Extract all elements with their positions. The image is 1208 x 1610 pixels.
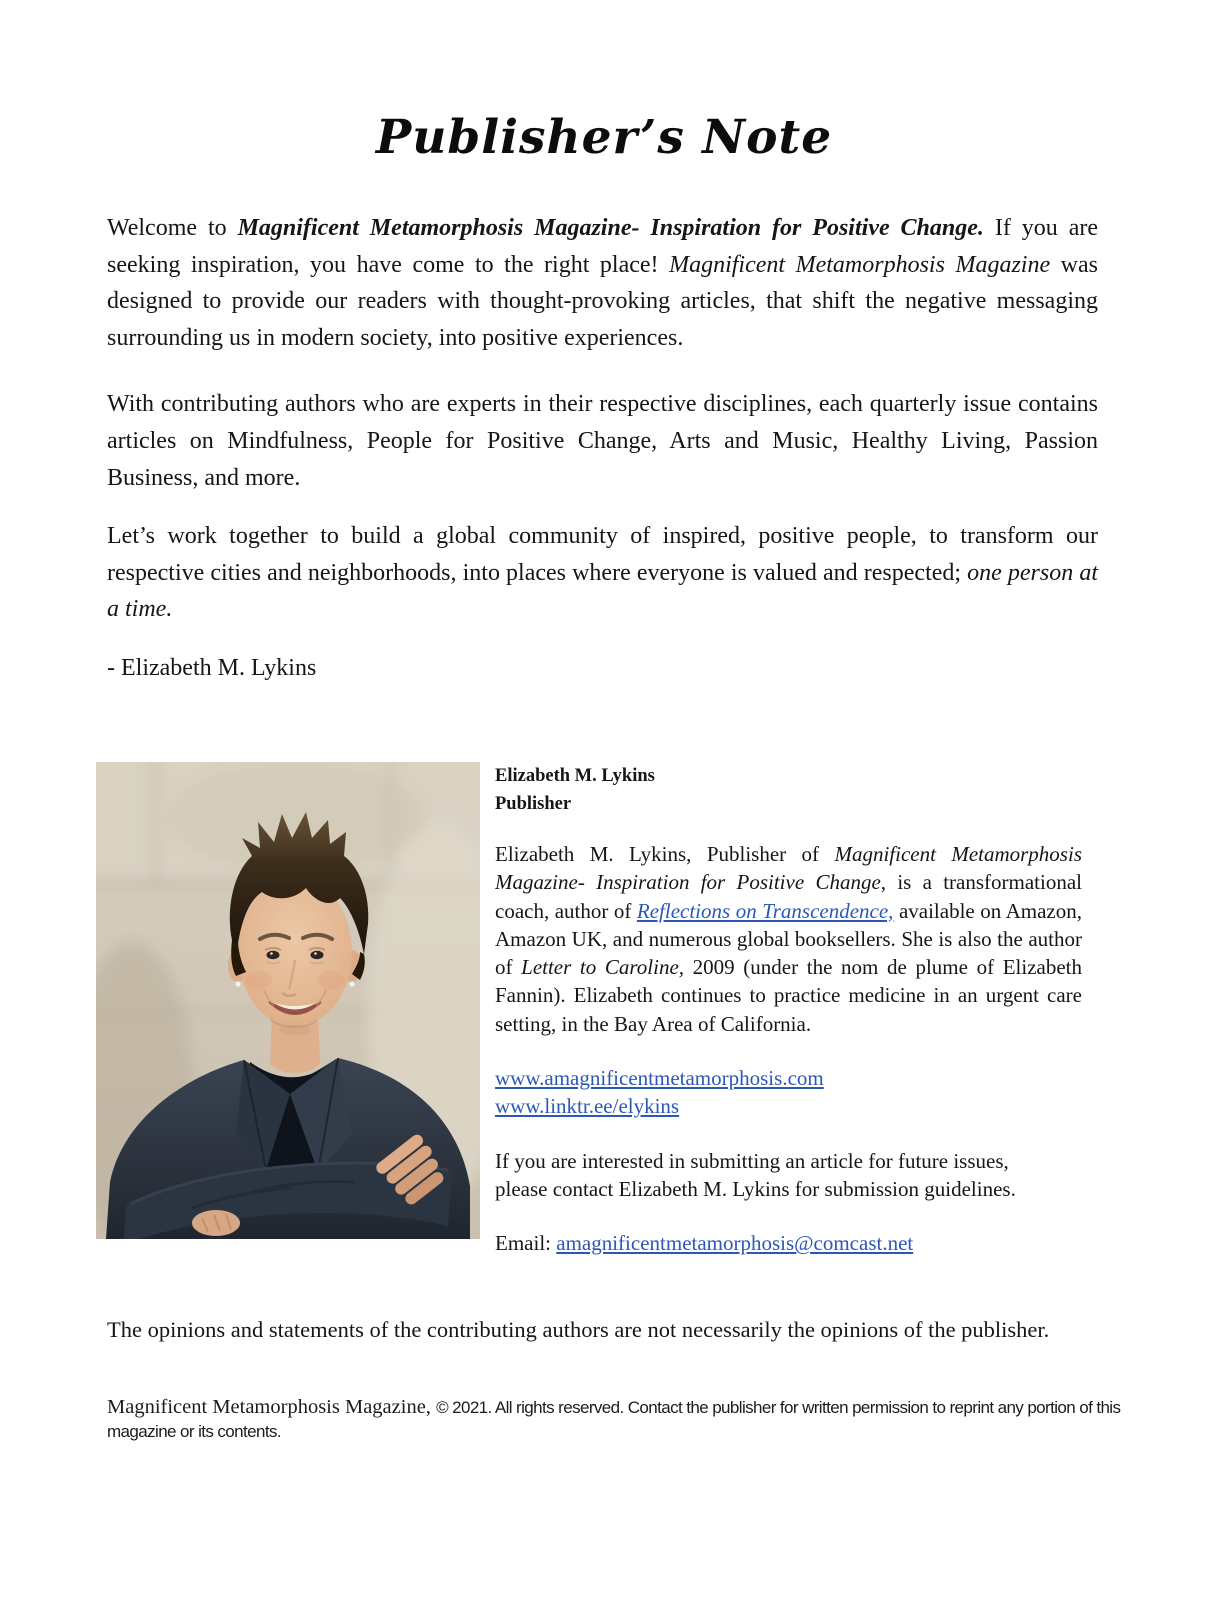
magazine-title-italic: Magnificent Metamorphosis Magazine	[669, 251, 1051, 278]
publisher-name: Elizabeth M. Lykins	[495, 766, 655, 786]
submission-note	[495, 1147, 1082, 1204]
bio-magazine-title: Magnificent Metamorphosis Magazine- Inspiration for Positive Change	[495, 842, 1082, 895]
publisher-profile-section	[96, 762, 1102, 1258]
bio-text-4: 2009 (under the nom de plume of Elizabeth Fannin). Elizabeth continues to practice medicine in an urgent care setting, in the Bay Area of California.	[495, 955, 1082, 1036]
email-label: Email:	[495, 1231, 557, 1256]
linktree-link[interactable]: www.linktr.ee/elykins	[495, 1094, 680, 1119]
bio-text-3: available on Amazon, Amazon UK, and numerous global booksellers. She is also the author of	[495, 898, 1082, 980]
bio-text-1: Elizabeth M. Lykins, Publisher of	[495, 842, 835, 866]
magazine-title-bold: Magnificent Metamorphosis Magazine- Inspiration for Positive Change.	[237, 215, 984, 241]
profile-links	[495, 1064, 1082, 1121]
copyright-sans-part: © 2021. All rights reserved. Contact the publisher for written permission to reprint any portion of this magazine or its contents.	[107, 1398, 1121, 1441]
publisher-bio-column	[495, 762, 1082, 1258]
copyright-text	[107, 1396, 1148, 1443]
submission-line-1: If you are interested in submitting an article for future issues,	[495, 1148, 1009, 1173]
submission-line-2: please contact Elizabeth M. Lykins for submission guidelines.	[495, 1176, 1016, 1201]
portrait-illustration	[96, 762, 480, 1239]
disclaimer-text: The opinions and statements of the contributing authors are not necessarily the opinions of the publisher.	[107, 1317, 1050, 1342]
intro-p3-emphasis: one person at a time.	[107, 559, 1098, 623]
intro-section	[107, 210, 1098, 687]
publisher-role: Publisher	[495, 794, 572, 814]
signature: - Elizabeth M. Lykins	[107, 654, 317, 681]
page-title: Publisher’s Note	[375, 110, 833, 165]
website-link[interactable]: www.amagnificentmetamorphosis.com	[495, 1066, 824, 1091]
book-link[interactable]: Reflections on Transcendence,	[636, 898, 894, 923]
intro-p1-text-3: was designed to provide our readers with thought-provoking articles, that shift the negative messaging surrounding us in modern society, into positive experiences.	[107, 251, 1098, 351]
publisher-bio-paragraph	[495, 840, 1082, 1038]
publisher-portrait-photo	[96, 762, 480, 1239]
email-line	[495, 1229, 1082, 1257]
intro-p1-text: Welcome to	[107, 215, 238, 241]
intro-p1-text-2: If you are seeking inspiration, you have come to the right place!	[107, 215, 1098, 278]
bio-book-title-2: Letter to Caroline,	[521, 955, 685, 980]
intro-paragraph-2: With contributing authors who are experts in their respective disciplines, each quarterly issue contains articles on Mindfulness, People for Positive Change, Arts and Music, Healthy Living, Passion Business, and more.	[107, 391, 1098, 491]
email-link[interactable]: amagnificentmetamorphosis@comcast.net	[556, 1231, 914, 1256]
copyright-serif-part: Magnificent Metamorphosis Magazine,	[107, 1396, 437, 1418]
intro-paragraph-3	[107, 518, 1098, 628]
intro-paragraph-1	[107, 210, 1098, 356]
bio-text-2: , is a transformational coach, author of	[495, 870, 1082, 923]
intro-p3-text: Let’s work together to build a global community of inspired, positive people, to transform our respective cities and neighborhoods, into places where everyone is valued and respected;	[107, 523, 1098, 586]
